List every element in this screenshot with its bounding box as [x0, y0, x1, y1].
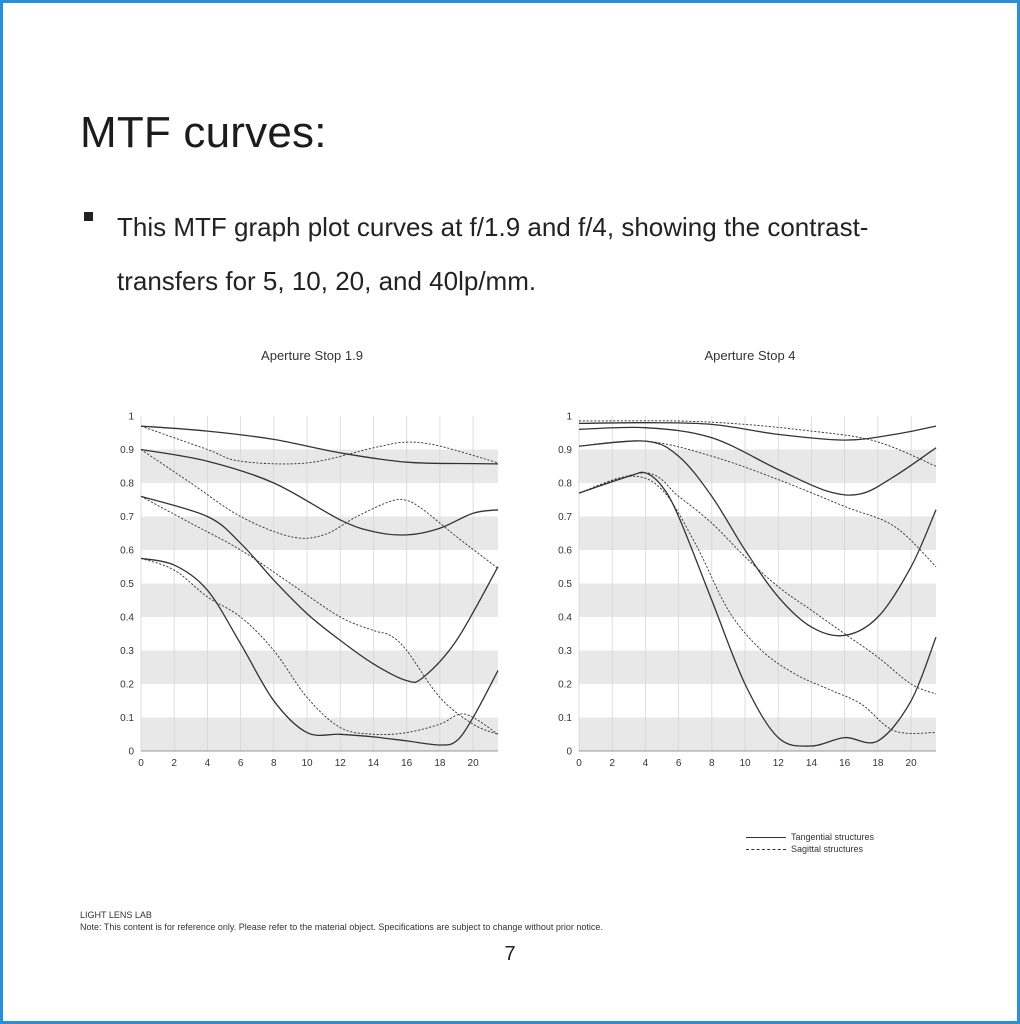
shaded-band — [579, 450, 936, 484]
x-tick-label: 0 — [576, 758, 582, 769]
page-number: 7 — [504, 943, 516, 965]
shaded-band — [141, 517, 498, 551]
legend-label: Tangential structures — [791, 832, 875, 842]
x-tick-label: 2 — [171, 758, 177, 769]
x-tick-label: 20 — [905, 758, 917, 769]
x-tick-label: 18 — [872, 758, 884, 769]
y-tick-label: 0.1 — [120, 713, 134, 724]
dashed-line-icon — [746, 849, 786, 850]
y-tick-label: 0.3 — [120, 646, 134, 657]
shaded-band — [579, 517, 936, 551]
y-tick-label: 0.2 — [120, 679, 134, 691]
y-tick-label: 0.1 — [558, 713, 572, 724]
y-tick-label: 0.2 — [558, 679, 572, 691]
x-tick-label: 18 — [434, 758, 446, 769]
y-tick-label: 0.6 — [120, 545, 134, 557]
x-tick-label: 12 — [334, 758, 346, 769]
legend-item-tangential — [746, 831, 874, 843]
y-tick-label: 1 — [128, 411, 134, 423]
x-tick-label: 16 — [839, 758, 851, 769]
solid-line-icon — [746, 837, 786, 838]
brand-name: LIGHT LENS LAB — [80, 910, 152, 920]
x-tick-label: 4 — [204, 758, 211, 769]
legend-label: Sagittal structures — [791, 844, 864, 854]
y-tick-label: 0.4 — [120, 612, 134, 624]
bullet-text: This MTF graph plot curves at f/1.9 and f/4, showing the contrast-transfers for 5, 10, 20, and 40lp/mm. — [117, 212, 869, 296]
y-tick-label: 1 — [566, 411, 572, 423]
x-tick-label: 4 — [642, 758, 649, 769]
x-tick-label: 8 — [709, 758, 715, 769]
x-tick-label: 10 — [739, 758, 751, 769]
shaded-band — [579, 718, 936, 752]
x-tick-label: 0 — [138, 758, 144, 769]
y-tick-label: 0 — [566, 746, 572, 758]
x-tick-label: 6 — [675, 758, 682, 769]
shaded-band — [141, 450, 498, 484]
page-title: MTF curves: — [80, 108, 327, 157]
mtf-chart-svg — [112, 348, 512, 778]
legend — [746, 831, 874, 855]
y-tick-label: 0.8 — [120, 478, 134, 490]
y-tick-label: 0.5 — [120, 579, 134, 590]
shaded-band — [579, 651, 936, 685]
shaded-band — [141, 584, 498, 618]
y-tick-label: 0.9 — [120, 445, 134, 456]
y-tick-label: 0.9 — [558, 445, 572, 456]
x-tick-label: 16 — [401, 758, 413, 769]
legend-item-sagittal — [746, 843, 874, 855]
chart-title: Aperture Stop 1.9 — [261, 348, 363, 363]
y-tick-label: 0.7 — [558, 512, 572, 523]
bullet-square-icon — [84, 212, 93, 221]
x-tick-label: 6 — [237, 758, 244, 769]
y-tick-label: 0.8 — [558, 478, 572, 490]
chart-title: Aperture Stop 4 — [704, 348, 796, 363]
y-tick-label: 0.7 — [120, 512, 134, 523]
y-tick-label: 0 — [128, 746, 134, 758]
x-tick-label: 10 — [301, 758, 313, 769]
mtf-chart-svg — [550, 348, 950, 778]
y-tick-label: 0.5 — [558, 579, 572, 590]
x-tick-label: 2 — [609, 758, 615, 769]
y-tick-label: 0.6 — [558, 545, 572, 557]
y-tick-label: 0.3 — [558, 646, 572, 657]
x-tick-label: 12 — [772, 758, 784, 769]
disclaimer-note: Note: This content is for reference only. Please refer to the material object. Specifications are subject to change without prior notice. — [80, 922, 603, 932]
x-tick-label: 14 — [367, 758, 380, 769]
x-tick-label: 14 — [805, 758, 818, 769]
x-tick-label: 8 — [271, 758, 277, 769]
y-tick-label: 0.4 — [558, 612, 572, 624]
x-tick-label: 20 — [467, 758, 479, 769]
